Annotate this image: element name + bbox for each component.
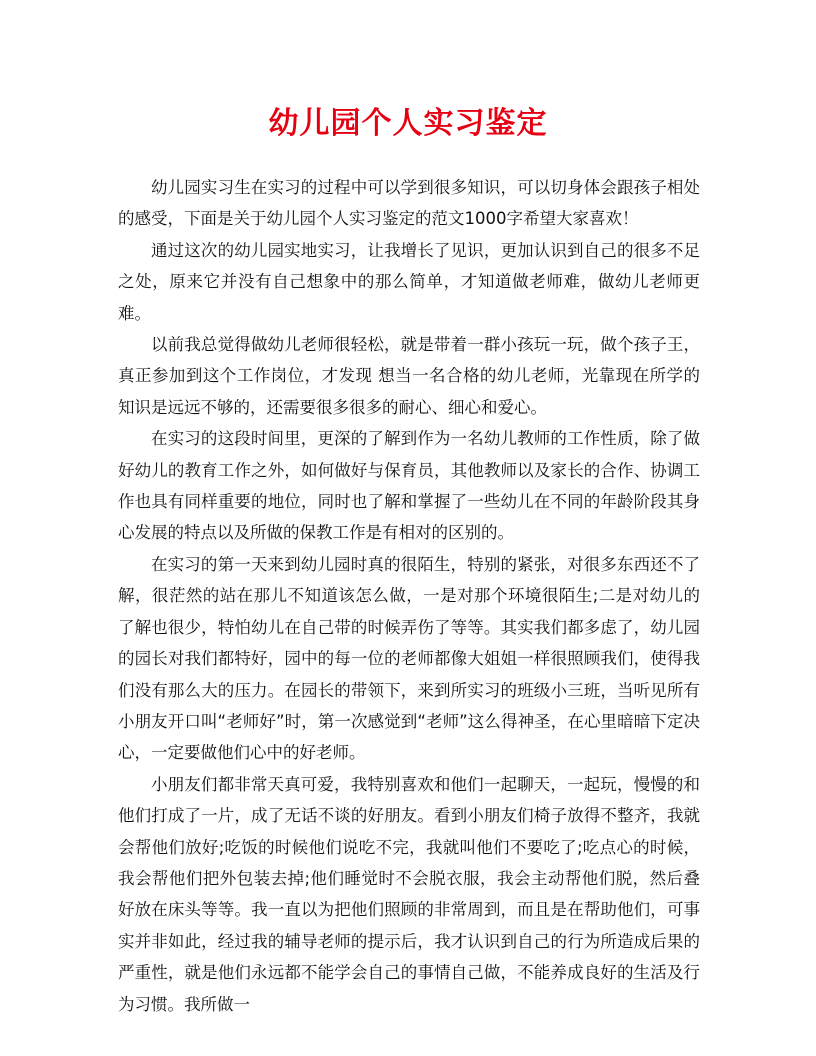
paragraph: 在实习的这段时间里，更深的了解到作为一名幼儿教师的工作性质，除了做好幼儿的教育工作之外，如何做好与保育员，其他教师以及家长的合作、协调工作也具有同样重要的地位，同时也了解和掌握了一些幼儿在不同的年龄阶段其身心发展的特点以及所做的保教工作是有相对的区别的。 [118,429,700,543]
document-title: 幼儿园个人实习鉴定 [268,106,548,141]
paragraph: 小朋友们都非常天真可爱，我特别喜欢和他们一起聊天，一起玩，慢慢的和他们打成了一片，成了无话不谈的好朋友。看到小朋友们椅子放得不整齐，我就会帮他们放好;吃饭的时候他们说吃不完，我就叫他们不要吃了;吃点心的时候，我会帮他们把外包装去掉;他们睡觉时不会脱衣服，我会主动帮他们脱，然后叠好放在床头等等。我一直以为把他们照顾的非常周到，而且是在帮助他们，可事实并非如此，经过我的辅导老师的提示后，我才认识到自己的行为所造成后果的严重性，就是他们永远都不能学会自己的事情自己做，不能养成良好的生活及行为习惯。我所做一 [118,774,700,1014]
document-body [118,172,700,1020]
paragraph: 以前我总觉得做幼儿老师很轻松，就是带着一群小孩玩一玩，做个孩子王，真正参加到这个工作岗位，才发现 想当一名合格的幼儿老师，光靠现在所学的知识是远远不够的，还需要很多很多的耐心、细心和爱心。 [118,335,700,417]
paragraph: 在实习的第一天来到幼儿园时真的很陌生，特别的紧张，对很多东西还不了解，很茫然的站在那儿不知道该怎么做，一是对那个环境很陌生;二是对幼儿的了解也很少，特怕幼儿在自己带的时候弄伤了等等。其实我们都多虑了，幼儿园的园长对我们都特好，园中的每一位的老师都像大姐姐一样很照顾我们，使得我们没有那么大的压力。在园长的带领下，来到所实习的班级小三班，当听见所有小朋友开口叫“老师好”时，第一次感觉到“老师”这么得神圣，在心里暗暗下定决心，一定要做他们心中的好老师。 [118,554,700,763]
paragraph-intro: 幼儿园实习生在实习的过程中可以学到很多知识，可以切身体会跟孩子相处的感受，下面是关于幼儿园个人实习鉴定的范文1000字希望大家喜欢！ [118,178,700,229]
paragraph: 通过这次的幼儿园实地实习，让我增长了见识，更加认识到自己的很多不足之处，原来它并没有自己想象中的那么简单，才知道做老师难，做幼儿老师更难。 [118,240,700,323]
